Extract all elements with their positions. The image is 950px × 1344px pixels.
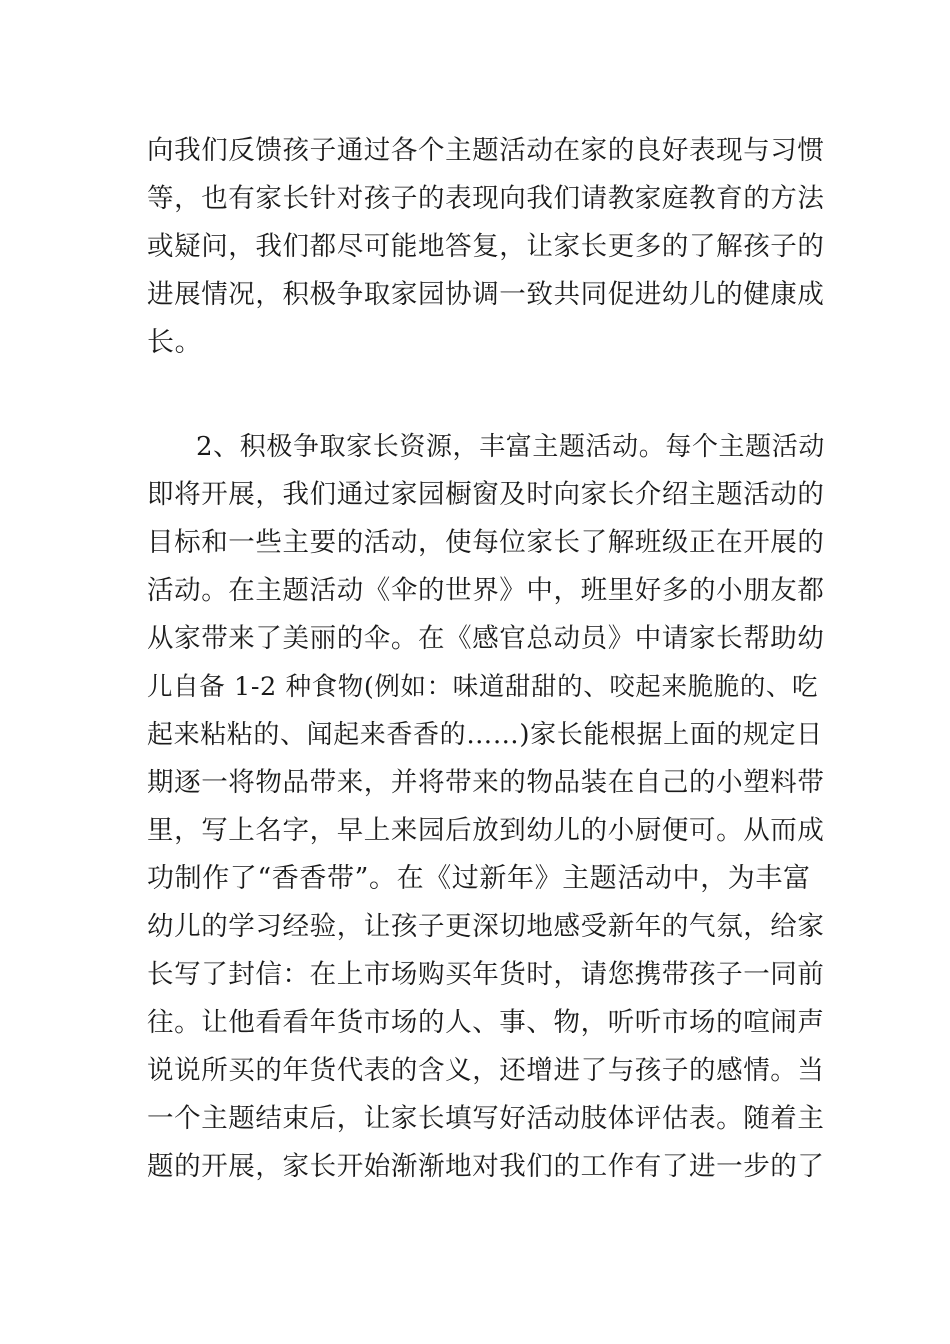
text-line: 里，写上名字，早上来园后放到幼儿的小厨便可。从而成: [147, 815, 825, 846]
text-line: 起来粘粘的、闻起来香香的……)家长能根据上面的规定日: [147, 720, 823, 750]
text-line: 进展情况，积极争取家园协调一致共同促进幼儿的健康成: [147, 279, 825, 310]
text-line: 儿自备 1-2 种食物(例如：味道甜甜的、咬起来脆脆的、吃: [147, 672, 819, 702]
text-line: 活动。在主题活动《伞的世界》中，班里好多的小朋友都: [147, 575, 825, 606]
text-line: 2、积极争取家长资源，丰富主题活动。每个主题活动: [196, 432, 825, 462]
text-line: 或疑问，我们都尽可能地答复，让家长更多的了解孩子的: [147, 231, 825, 262]
text-line: 长写了封信：在上市场购买年货时，请您携带孩子一同前: [147, 959, 825, 990]
text-line: 即将开展，我们通过家园橱窗及时向家长介绍主题活动的: [147, 479, 825, 510]
text-line: 往。让他看看年货市场的人、事、物，听听市场的喧闹声: [147, 1007, 825, 1038]
text-line: 目标和一些主要的活动，使每位家长了解班级正在开展的: [147, 527, 825, 558]
text-line: 功制作了“香香带”。在《过新年》主题活动中，为丰富: [147, 863, 811, 894]
text-line: 长。: [147, 327, 203, 358]
text-line: 从家带来了美丽的伞。在《感官总动员》中请家长帮助幼: [147, 623, 825, 654]
text-line: 等，也有家长针对孩子的表现向我们请教家庭教育的方法: [147, 183, 825, 214]
text-line: 题的开展，家长开始渐渐地对我们的工作有了进一步的了: [147, 1151, 825, 1182]
text-line: 一个主题结束后，让家长填写好活动肢体评估表。随着主: [147, 1103, 825, 1134]
text-line: 向我们反馈孩子通过各个主题活动在家的良好表现与习惯: [147, 135, 825, 166]
text-line: 幼儿的学习经验，让孩子更深切地感受新年的气氛，给家: [147, 911, 825, 942]
text-line: 说说所买的年货代表的含义，还增进了与孩子的感情。当: [147, 1055, 825, 1086]
text-line: 期逐一将物品带来，并将带来的物品装在自己的小塑料带: [147, 767, 825, 798]
